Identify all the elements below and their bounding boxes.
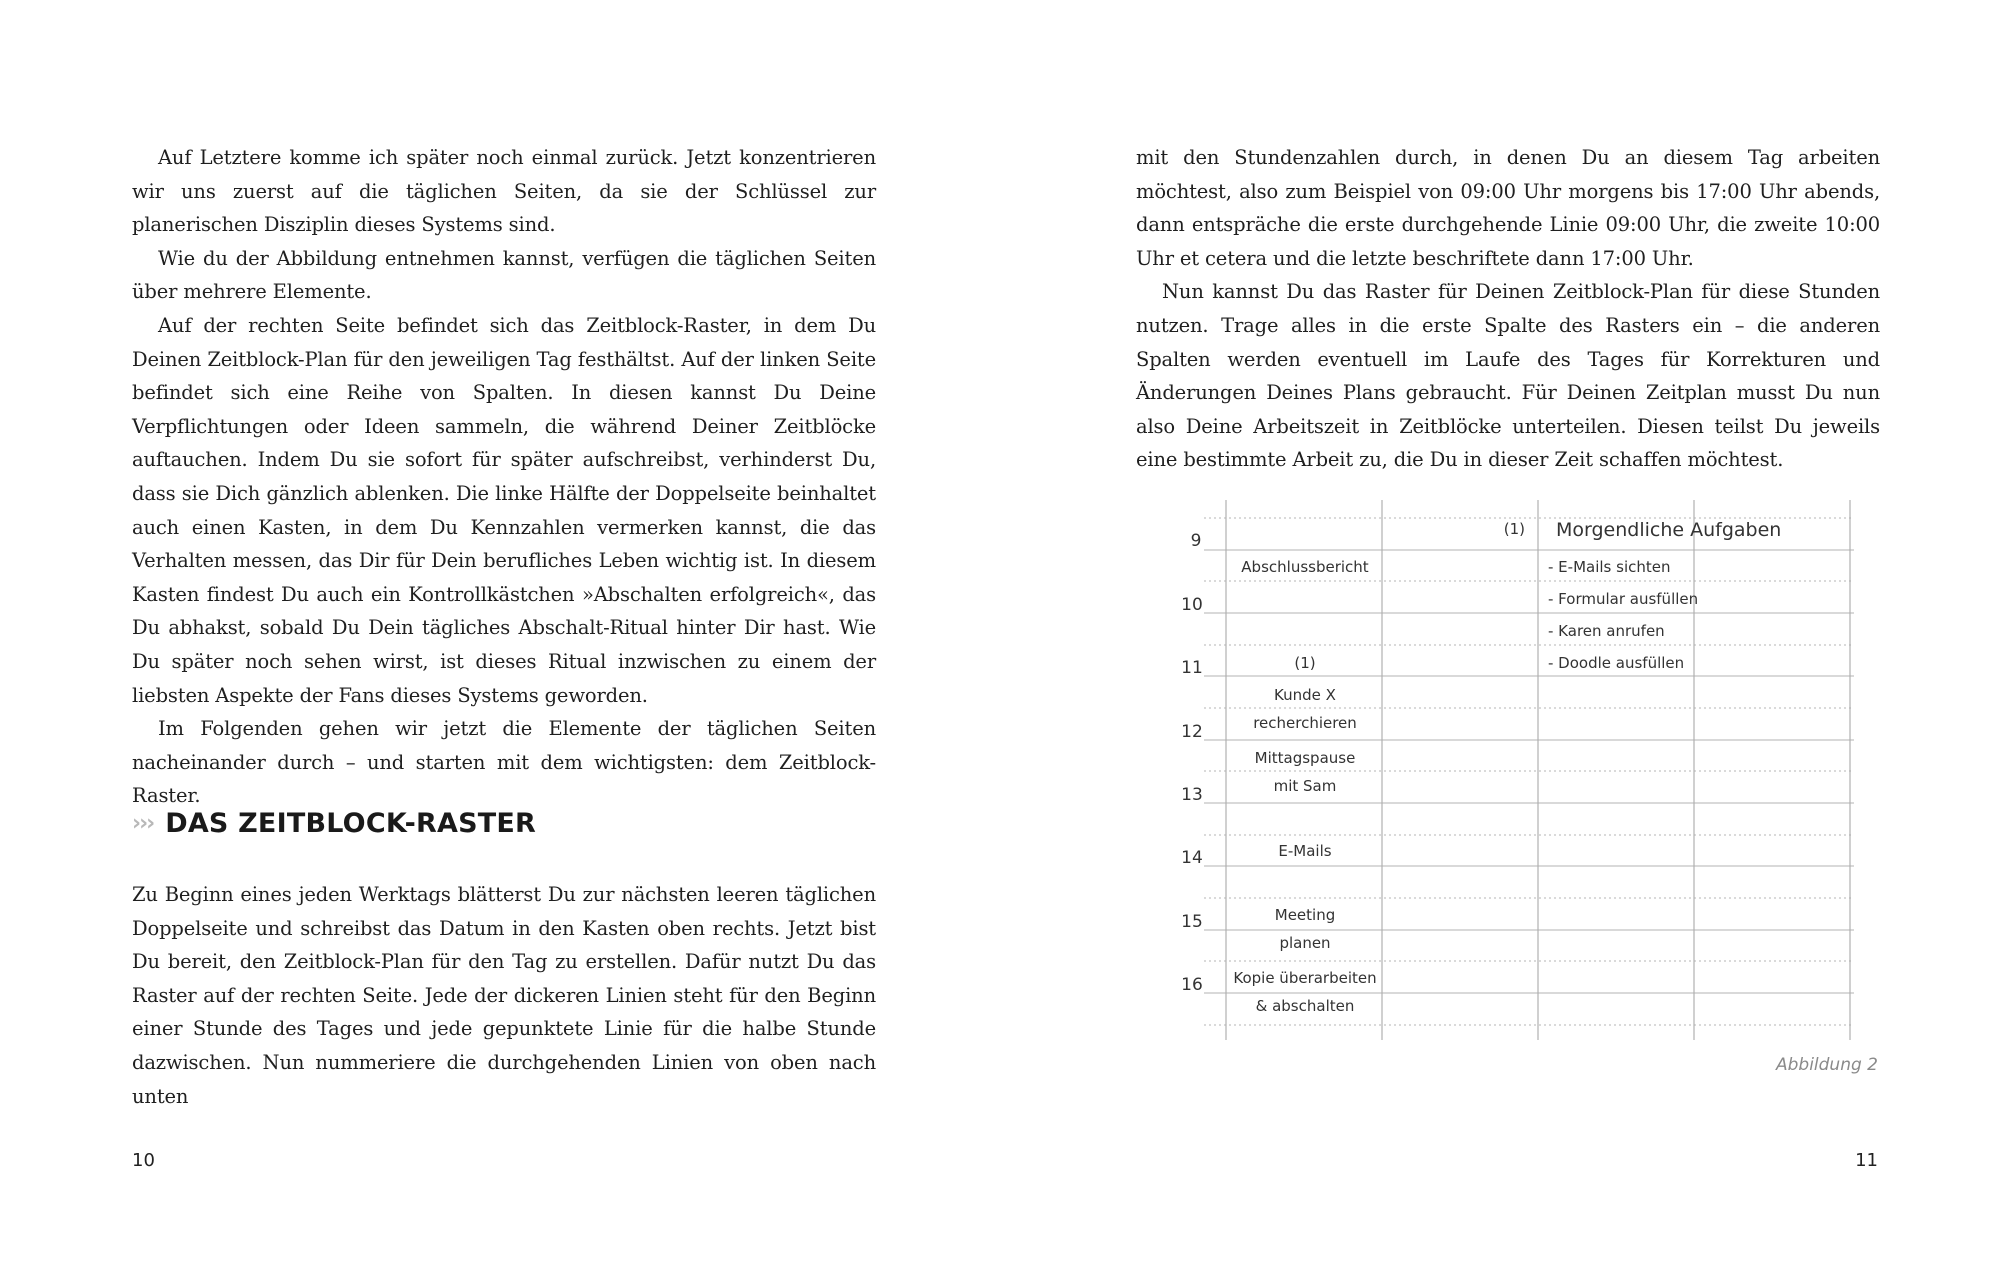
grid-task-item: - Formular ausfüllen — [1548, 590, 1699, 608]
heading-chevrons-icon: ››› — [132, 811, 154, 836]
paragraph: Wie du der Abbildung entnehmen kannst, verfügen die täglichen Seiten über mehrere Elemente. — [132, 246, 876, 304]
hour-label: 16 — [1181, 975, 1203, 995]
hour-label: 14 — [1181, 848, 1203, 868]
grid-task-item: - E-Mails sichten — [1548, 558, 1671, 576]
hour-label: 13 — [1181, 785, 1203, 805]
hour-label: 9 — [1190, 531, 1202, 551]
hour-label: 12 — [1181, 722, 1203, 742]
grid-entry: Kunde X — [1274, 686, 1336, 704]
grid-entry: E-Mails — [1278, 842, 1332, 860]
section-heading-text: DAS ZEITBLOCK-RASTER — [165, 808, 536, 839]
page-number-left: 10 — [132, 1150, 155, 1171]
hour-label: 10 — [1181, 595, 1203, 615]
grid-entry: Abschlussbericht — [1241, 558, 1369, 576]
timeblock-grid-figure — [1164, 500, 1884, 1045]
right-text-top — [1136, 141, 1880, 477]
section-heading — [132, 808, 536, 839]
left-text-top — [132, 141, 876, 813]
paragraph: Nun kannst Du das Raster für Deinen Zeitblock-Plan für diese Stunden nutzen. Trage alles in die erste Spalte des Rasters ein – die anderen Spalten werden eventuell im Laufe des Tages für Korrekturen und Änderungen Deines Plans gebraucht. Für Deinen Zeitplan musst Du nun also Deine Arbeitszeit in Zeitblöcke unterteilen. Diesen teilst Du jeweils eine bestimmte Arbeit zu, die Du in dieser Zeit schaffen möchtest. — [1136, 280, 1880, 472]
grid-entry: recherchieren — [1253, 714, 1357, 732]
grid-entry-marker: (1) — [1503, 520, 1525, 538]
hour-label: 15 — [1181, 912, 1203, 932]
hour-label: 11 — [1181, 658, 1203, 678]
grid-entry: planen — [1279, 934, 1331, 952]
grid-entry: & abschalten — [1255, 997, 1355, 1015]
grid-entry: mit Sam — [1273, 777, 1337, 795]
grid-entry: Mittagspause — [1254, 749, 1356, 767]
paragraph: Im Folgenden gehen wir jetzt die Elemente der täglichen Seiten nacheinander durch – und starten mit dem wichtigsten: dem Zeitblock-Raster. — [132, 717, 876, 808]
grid-entry: Kopie überarbeiten — [1233, 969, 1377, 987]
left-text-bottom — [132, 878, 876, 1113]
grid-entry: (1) — [1294, 654, 1316, 672]
paragraph: Auf Letztere komme ich später noch einmal zurück. Jetzt konzentrieren wir uns zuerst auf die täglichen Seiten, da sie der Schlüssel zur planerischen Disziplin dieses Systems sind. — [132, 146, 876, 237]
figure-caption: Abbildung 2 — [1775, 1055, 1878, 1075]
paragraph: Auf der rechten Seite befindet sich das Zeitblock-Raster, in dem Du Deinen Zeitblock-Plan für den jeweiligen Tag festhältst. Auf der linken Seite befindet sich eine Reihe von Spalten. In diesen kannst Du Deine Verpflichtungen oder Ideen sammeln, die während Deiner Zeitblöcke auftauchen. Indem Du sie sofort für später aufschreibst, verhinderst Du, dass sie Dich gänzlich ablenken. Die linke Hälfte der Doppelseite beinhaltet auch einen Kasten, in dem Du Kennzahlen vermerken kannst, die das Verhalten messen, das Dir für Dein berufliches Leben wichtig ist. In diesem Kasten findest Du auch ein Kontrollkästchen »Abschalten erfolgreich«, das Du abhakst, sobald Du Dein tägliches Abschalt-Ritual hinter Dir hast. Wie Du später noch sehen wirst, ist dieses Ritual inzwischen zu einem der liebsten Aspekte der Fans dieses Systems geworden. — [132, 313, 876, 707]
grid-task-item: - Karen anrufen — [1548, 622, 1665, 640]
paragraph: mit den Stundenzahlen durch, in denen Du an diesem Tag arbeiten möchtest, also zum Beispiel von 09:00 Uhr morgens bis 17:00 Uhr abends, dann entspräche die erste durchgehende Linie 09:00 Uhr, die zweite 10:00 Uhr et cetera und die letzte beschriftete dann 17:00 Uhr. — [1136, 146, 1880, 270]
grid-entry: Meeting — [1274, 906, 1336, 924]
grid-task-item: - Doodle ausfüllen — [1548, 654, 1685, 672]
grid-column-title: Morgendliche Aufgaben — [1556, 519, 1782, 541]
paragraph: Zu Beginn eines jeden Werktags blätterst Du zur nächsten leeren täglichen Doppelseite und schreibst das Datum in den Kasten oben rechts. Jetzt bist Du bereit, den Zeitblock-Plan für den Tag zu erstellen. Dafür nutzt Du das Raster auf der rechten Seite. Jede der dickeren Linien steht für den Beginn einer Stunde des Tages und jede gepunktete Linie für die halbe Stunde dazwischen. Nun nummeriere die durchgehenden Linien von oben nach unten — [132, 883, 876, 1108]
page-number-right: 11 — [1855, 1150, 1878, 1171]
